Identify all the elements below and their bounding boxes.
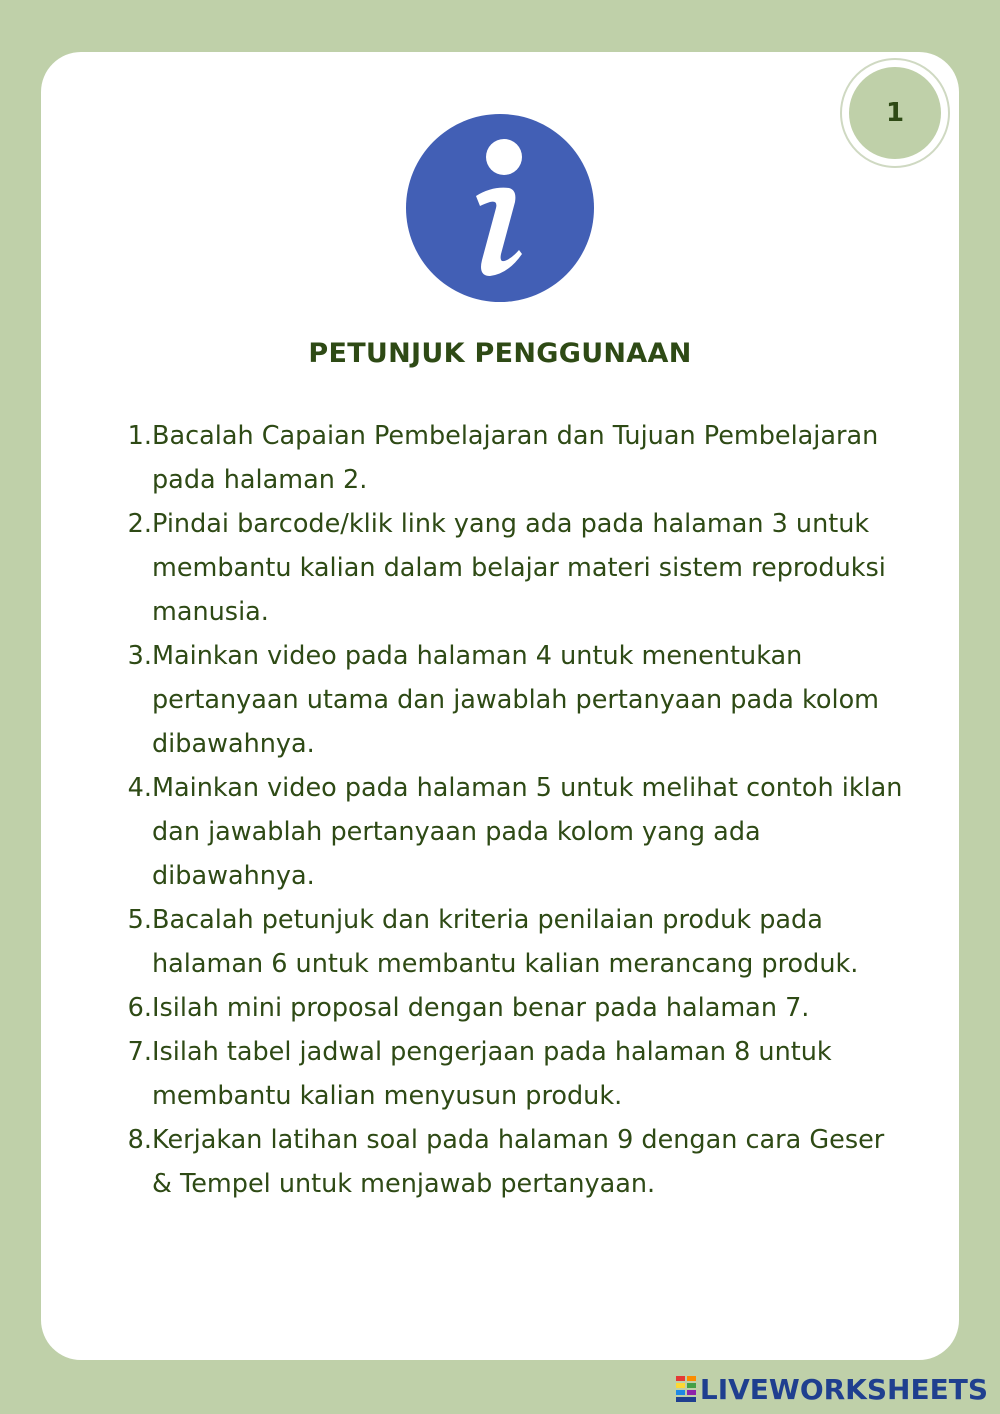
list-item-number: 7. bbox=[127, 1037, 152, 1067]
list-item-text: Bacalah Capaian Pembelajaran dan Tujuan Pembelajaran pada halaman 2. bbox=[152, 421, 879, 495]
list-item bbox=[110, 634, 910, 766]
list-item-text: Isilah mini proposal dengan benar pada halaman 7. bbox=[152, 993, 810, 1023]
instructions-list bbox=[110, 414, 910, 1206]
info-icon bbox=[406, 114, 594, 302]
list-item bbox=[110, 502, 910, 634]
page-number: 1 bbox=[849, 67, 941, 159]
list-item-number: 6. bbox=[127, 993, 152, 1023]
list-item-number: 3. bbox=[127, 641, 152, 671]
liveworksheets-logo-icon bbox=[676, 1376, 696, 1402]
list-item bbox=[110, 766, 910, 898]
liveworksheets-watermark[interactable] bbox=[676, 1372, 988, 1406]
list-item-number: 5. bbox=[127, 905, 152, 935]
list-item-number: 1. bbox=[127, 421, 152, 451]
list-item bbox=[110, 414, 910, 502]
list-item-number: 2. bbox=[127, 509, 152, 539]
list-item-text: Bacalah petunjuk dan kriteria penilaian produk pada halaman 6 untuk membantu kalian merancang produk. bbox=[152, 905, 859, 979]
list-item-text: Kerjakan latihan soal pada halaman 9 dengan cara Geser & Tempel untuk menjawab pertanyaan. bbox=[152, 1125, 885, 1199]
list-item bbox=[110, 986, 910, 1030]
list-item-text: Mainkan video pada halaman 5 untuk melihat contoh iklan dan jawablah pertanyaan pada kolom yang ada dibawahnya. bbox=[152, 773, 903, 891]
list-item bbox=[110, 898, 910, 986]
list-item bbox=[110, 1030, 910, 1118]
page-number-badge bbox=[840, 58, 950, 168]
list-item-number: 4. bbox=[127, 773, 152, 803]
list-item-number: 8. bbox=[127, 1125, 152, 1155]
page-title: PETUNJUK PENGGUNAAN bbox=[308, 338, 692, 369]
list-item-text: Pindai barcode/klik link yang ada pada halaman 3 untuk membantu kalian dalam belajar materi sistem reproduksi manusia. bbox=[152, 509, 886, 627]
list-item bbox=[110, 1118, 910, 1206]
brand-name: LIVEWORKSHEETS bbox=[699, 1372, 988, 1406]
list-item-text: Isilah tabel jadwal pengerjaan pada halaman 8 untuk membantu kalian menyusun produk. bbox=[152, 1037, 832, 1111]
list-item-text: Mainkan video pada halaman 4 untuk menentukan pertanyaan utama dan jawablah pertanyaan pada kolom dibawahnya. bbox=[152, 641, 880, 759]
